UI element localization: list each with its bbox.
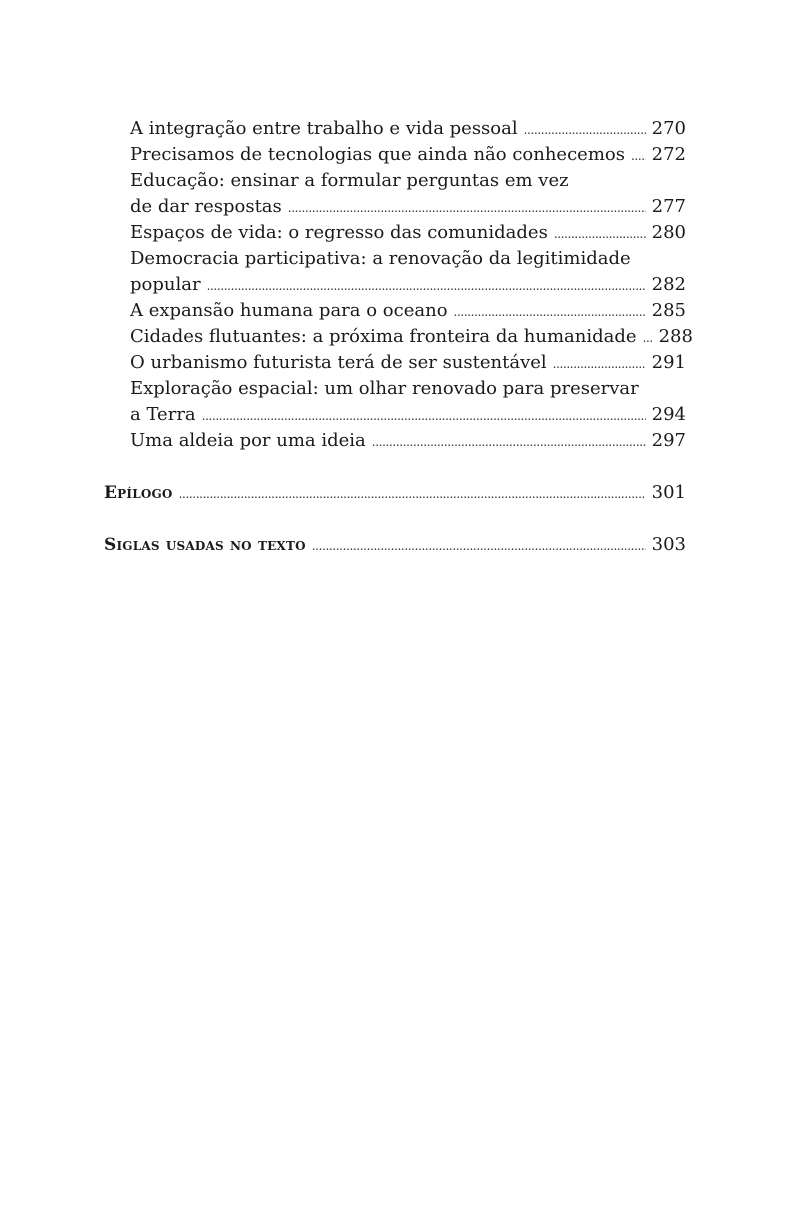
spacer xyxy=(0,506,800,532)
toc-section-page: 301 xyxy=(651,482,686,503)
toc-entry-page: 288 xyxy=(658,326,693,347)
dot-leader xyxy=(553,351,646,377)
toc-entry[interactable] xyxy=(0,350,686,376)
toc-entry[interactable] xyxy=(0,376,686,428)
toc-section-title: Epílogo xyxy=(104,483,173,503)
toc-entry[interactable] xyxy=(0,246,686,298)
toc-entry-title-line2: popular xyxy=(130,274,201,295)
dot-leader xyxy=(202,403,646,429)
toc-entry-page: 294 xyxy=(651,404,686,425)
toc-entry-page: 272 xyxy=(651,144,686,165)
toc-section-title: Siglas usadas no texto xyxy=(104,535,306,555)
table-of-contents xyxy=(0,116,800,558)
toc-entry-title-line2: a Terra xyxy=(130,404,196,425)
toc-entry-title-line1: Democracia participativa: a renovação da legitimidade xyxy=(130,248,631,269)
dot-leader xyxy=(207,273,646,299)
dot-leader xyxy=(179,481,646,507)
toc-entry-title: O urbanismo futurista terá de ser sustentável xyxy=(130,352,547,373)
dot-leader xyxy=(524,117,646,143)
toc-entry-page: 282 xyxy=(651,274,686,295)
toc-entry-page: 285 xyxy=(651,300,686,321)
toc-entry[interactable] xyxy=(0,428,686,454)
dot-leader xyxy=(454,299,646,325)
dot-leader xyxy=(288,195,646,221)
dot-leader xyxy=(643,325,653,351)
toc-entry-title: Espaços de vida: o regresso das comunidades xyxy=(130,222,548,243)
toc-entry[interactable] xyxy=(0,220,686,246)
dot-leader xyxy=(372,429,646,455)
toc-entry-page: 277 xyxy=(651,196,686,217)
toc-entry-title: Uma aldeia por uma ideia xyxy=(130,430,366,451)
toc-entry[interactable] xyxy=(0,142,686,168)
toc-section-epilogo[interactable] xyxy=(0,480,686,506)
toc-entry-page: 270 xyxy=(651,118,686,139)
toc-entry-title-line1: Educação: ensinar a formular perguntas em vez xyxy=(130,170,569,191)
toc-entry-page: 291 xyxy=(651,352,686,373)
toc-section-siglas[interactable] xyxy=(0,532,686,558)
toc-entry-title: A expansão humana para o oceano xyxy=(130,300,448,321)
toc-entry-title: Precisamos de tecnologias que ainda não conhecemos xyxy=(130,144,625,165)
toc-entry-title-line1: Exploração espacial: um olhar renovado para preservar xyxy=(130,378,639,399)
dot-leader xyxy=(312,533,646,559)
toc-entry[interactable] xyxy=(0,298,686,324)
toc-entry[interactable] xyxy=(0,116,686,142)
toc-entry[interactable] xyxy=(0,324,693,350)
dot-leader xyxy=(554,221,646,247)
toc-entry-page: 297 xyxy=(651,430,686,451)
toc-entry-title: A integração entre trabalho e vida pessoal xyxy=(130,118,518,139)
dot-leader xyxy=(631,143,646,169)
toc-entry-title: Cidades flutuantes: a próxima fronteira da humanidade xyxy=(130,326,637,347)
spacer xyxy=(0,454,800,480)
toc-entry[interactable] xyxy=(0,168,686,220)
toc-entry-title-line2: de dar respostas xyxy=(130,196,282,217)
toc-entry-page: 280 xyxy=(651,222,686,243)
toc-section-page: 303 xyxy=(651,534,686,555)
